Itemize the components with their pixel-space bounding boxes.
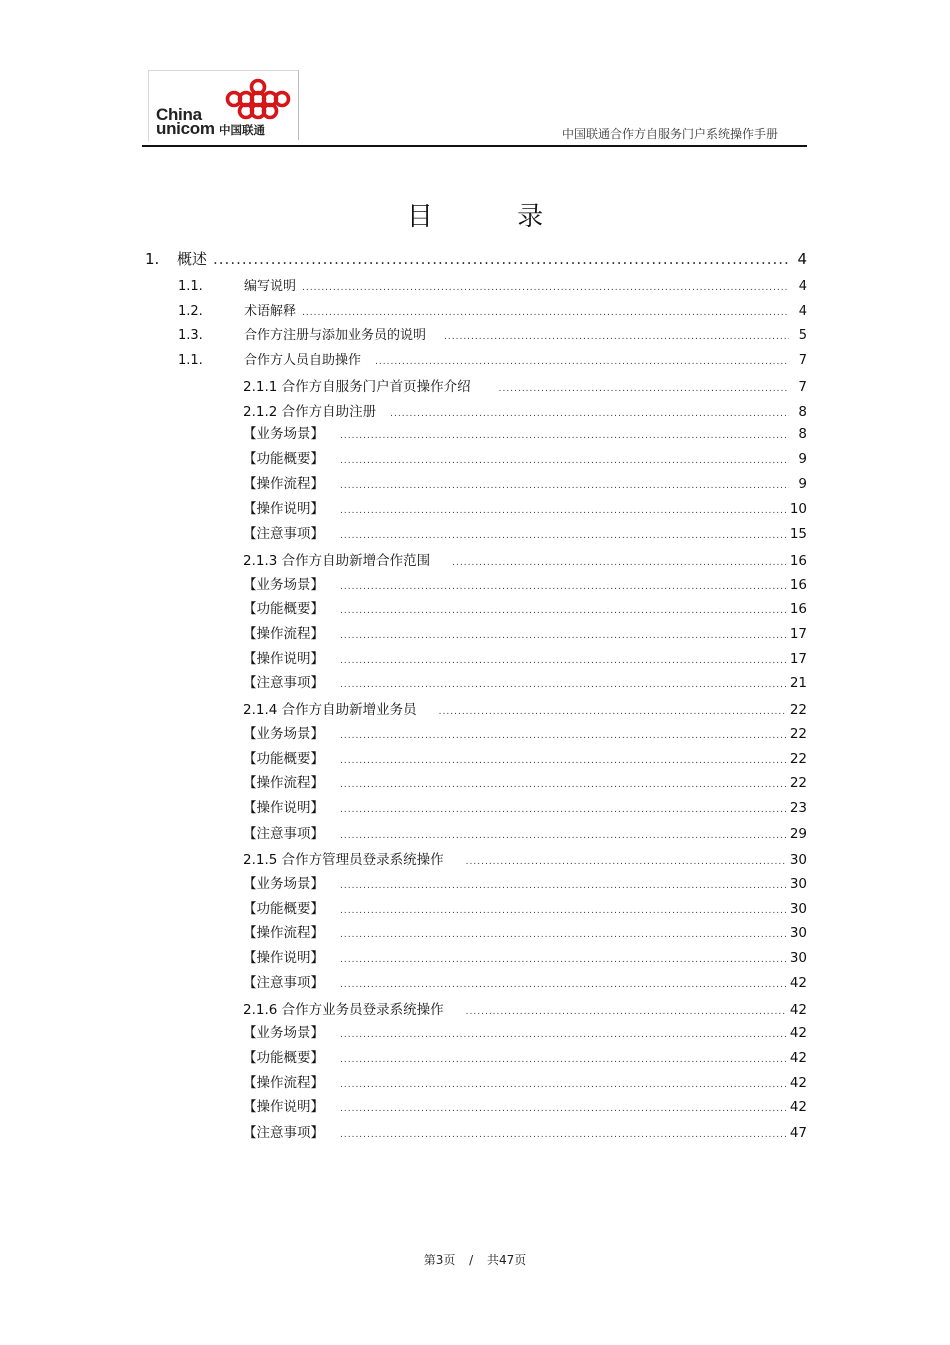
toc-entry-text: 【业务场景】: [243, 876, 324, 892]
toc-entry[interactable]: [243, 522, 807, 542]
toc-entry[interactable]: [243, 1021, 807, 1041]
toc-entry-text: 【操作流程】: [243, 626, 324, 642]
toc-entry-text: 2.1.3 合作方自助新增合作范围: [243, 553, 431, 569]
logo-wordmark: [156, 105, 215, 138]
toc-entry-text: 【操作流程】: [243, 775, 324, 791]
page-footer: [0, 1251, 950, 1268]
toc-entry-text: 【注意事项】: [243, 975, 324, 991]
toc-entry-page: 7: [798, 379, 807, 395]
toc-leader-dots: [340, 1080, 786, 1090]
toc-leader-dots: [340, 531, 786, 541]
toc-entry-page: 30: [789, 925, 807, 941]
toc-entry-text: 【注意事项】: [243, 1125, 324, 1141]
toc-entry[interactable]: [243, 1095, 807, 1115]
toc-entry[interactable]: [243, 921, 807, 941]
toc-entry-page: 23: [789, 800, 807, 816]
toc-entry-page: 8: [798, 404, 807, 420]
toc-entry-page: 21: [789, 675, 807, 691]
toc-leader-dots: [340, 780, 786, 790]
toc-entry[interactable]: [178, 349, 807, 368]
footer-total-pages: 共47页: [487, 1253, 527, 1267]
toc-leader-dots: [302, 308, 789, 318]
toc-entry-text: 【业务场景】: [243, 577, 324, 593]
china-unicom-logo: [148, 70, 300, 142]
toc-entry[interactable]: [243, 671, 807, 691]
footer-separator: /: [469, 1253, 474, 1267]
toc-entry-page: 42: [789, 1002, 807, 1018]
footer-page-number: 第3页: [423, 1253, 456, 1267]
toc-entry[interactable]: [243, 722, 807, 742]
toc-leader-dots: [340, 955, 786, 965]
logo-line-china: China: [156, 105, 202, 124]
toc-leader-dots: [439, 707, 786, 717]
toc-leader-dots: [340, 506, 786, 516]
toc-entry-page: 4: [798, 304, 807, 319]
toc-entry[interactable]: [243, 472, 807, 492]
toc-entry[interactable]: [243, 946, 807, 966]
toc-entry-text: 【功能概要】: [243, 451, 324, 467]
toc-entry[interactable]: [243, 573, 807, 593]
toc-entry-text: 术语解释: [244, 304, 297, 319]
toc-entry-text: 合作方人员自助操作: [244, 353, 362, 368]
toc-leader-dots: [340, 481, 789, 491]
toc-entry[interactable]: [243, 647, 807, 667]
toc-entry-page: 5: [798, 328, 807, 343]
toc-leader-dots: [340, 631, 786, 641]
toc-entry-text: 概述: [177, 250, 208, 268]
toc-entry[interactable]: [243, 872, 807, 892]
document-title: 中国联通合作方自服务门户系统操作手册: [561, 127, 778, 141]
toc-entry-page: 16: [789, 553, 807, 569]
toc-entry[interactable]: [243, 822, 807, 842]
toc-entry[interactable]: [243, 796, 807, 816]
toc-entry-text: 【注意事项】: [243, 675, 324, 691]
toc-entry-number: 1.: [145, 250, 160, 268]
toc-leader-dots: [340, 431, 789, 441]
toc-entry-page: 42: [789, 1075, 807, 1091]
toc-leader-dots: [340, 906, 786, 916]
toc-entry-page: 4: [797, 250, 807, 268]
toc-entry-text: 【注意事项】: [243, 826, 324, 842]
toc-leader-dots: [340, 831, 786, 841]
toc-leader-dots: [340, 456, 789, 466]
toc-leader-dots: [452, 558, 786, 568]
toc-entry[interactable]: [243, 422, 807, 442]
toc-entry-page: 15: [789, 526, 807, 542]
toc-leader-dots: [340, 656, 786, 666]
toc-entry-page: 8: [798, 426, 807, 442]
toc-entry-page: 17: [789, 651, 807, 667]
toc-entry-page: 47: [789, 1125, 807, 1141]
toc-entry[interactable]: [243, 622, 807, 642]
toc-entry-page: 10: [789, 501, 807, 517]
toc-entry[interactable]: [243, 447, 807, 467]
toc-entry-text: 2.1.1 合作方自服务门户首页操作介绍: [243, 379, 471, 395]
toc-entry[interactable]: [243, 1071, 807, 1091]
toc-entry-text: 【功能概要】: [243, 901, 324, 917]
toc-entry-page: 7: [798, 353, 807, 368]
toc-leader-dots: [375, 357, 789, 367]
toc-leader-dots: [340, 1030, 786, 1040]
toc-entry[interactable]: [243, 400, 807, 420]
toc-leader-dots: [340, 881, 786, 891]
toc-leader-dots: [340, 980, 786, 990]
toc-leader-dots: [340, 1130, 786, 1140]
toc-entry[interactable]: [178, 300, 807, 319]
toc-leader-dots: [466, 857, 786, 867]
toc-entry-page: 22: [789, 775, 807, 791]
toc-entry-number: 1.1.: [178, 353, 203, 368]
toc-entry-page: 22: [789, 702, 807, 718]
logo-line-unicom: unicom: [156, 119, 215, 138]
toc-entry-text: 【功能概要】: [243, 751, 324, 767]
toc-entry-page: 30: [789, 950, 807, 966]
logo-separator: [298, 70, 299, 140]
toc-leader-dots: [499, 384, 789, 394]
toc-leader-dots: [340, 606, 786, 616]
toc-entry[interactable]: [145, 248, 807, 269]
toc-entry-page: 42: [789, 975, 807, 991]
toc-entry-page: 30: [789, 901, 807, 917]
toc-entry[interactable]: [243, 1121, 807, 1141]
logo-chinese-name: 中国联通: [219, 123, 265, 137]
toc-entry-page: 9: [798, 451, 807, 467]
toc-leader-dots: [390, 409, 789, 419]
toc-leader-dots: [302, 283, 789, 293]
toc-entry-text: 编写说明: [244, 279, 297, 294]
toc-leader-dots: [340, 731, 786, 741]
toc-entry-page: 9: [798, 476, 807, 492]
toc-entry-text: 【操作说明】: [243, 651, 324, 667]
toc-entry-text: 【操作流程】: [243, 476, 324, 492]
toc-entry-text: 【功能概要】: [243, 1050, 324, 1066]
toc-entry[interactable]: [178, 324, 807, 343]
toc-entry-page: 42: [789, 1050, 807, 1066]
toc-entry[interactable]: [243, 747, 807, 767]
toc-entry-number: 1.1.: [178, 279, 203, 294]
toc-entry-text: 【操作说明】: [243, 501, 324, 517]
toc-entry-text: 2.1.2 合作方自助注册: [243, 404, 377, 420]
toc-entry-page: 29: [789, 826, 807, 842]
toc-entry-page: 42: [789, 1025, 807, 1041]
toc-entry-text: 2.1.5 合作方管理员登录系统操作: [243, 852, 444, 868]
toc-entry-text: 【操作说明】: [243, 800, 324, 816]
toc-leader-dots: [466, 1007, 786, 1017]
toc-leader-dots: [444, 332, 789, 342]
toc-entry-text: 【业务场景】: [243, 726, 324, 742]
toc-leader-dots: [340, 680, 786, 690]
toc-leader-dots: [340, 756, 786, 766]
toc-entry[interactable]: [243, 971, 807, 991]
toc-entry[interactable]: [243, 375, 807, 395]
toc-entry-text: 【业务场景】: [243, 426, 324, 442]
toc-entry-page: 17: [789, 626, 807, 642]
toc-entry-number: 1.2.: [178, 304, 203, 319]
toc-entry-text: 2.1.4 合作方自助新增业务员: [243, 702, 417, 718]
toc-entry[interactable]: [243, 698, 807, 718]
toc-leader-dots: [213, 250, 789, 268]
toc-entry[interactable]: [243, 1046, 807, 1066]
toc-entry[interactable]: [243, 848, 807, 868]
toc-entry-text: 【操作说明】: [243, 1099, 324, 1115]
toc-entry[interactable]: [243, 771, 807, 791]
toc-entry-text: 【操作流程】: [243, 925, 324, 941]
toc-entry-page: 30: [789, 852, 807, 868]
toc-entry-page: 30: [789, 876, 807, 892]
toc-leader-dots: [340, 582, 786, 592]
toc-entry[interactable]: [243, 897, 807, 917]
toc-entry-text: 【业务场景】: [243, 1025, 324, 1041]
toc-entry[interactable]: [178, 275, 807, 294]
toc-entry-page: 16: [789, 601, 807, 617]
toc-entry[interactable]: [243, 497, 807, 517]
toc-entry-page: 22: [789, 751, 807, 767]
toc-leader-dots: [340, 1055, 786, 1065]
toc-leader-dots: [340, 930, 786, 940]
toc-leader-dots: [340, 805, 786, 815]
toc-entry-text: 【操作流程】: [243, 1075, 324, 1091]
toc-entry-number: 1.3.: [178, 328, 203, 343]
toc-entry-text: 【操作说明】: [243, 950, 324, 966]
toc-entry-text: 2.1.6 合作方业务员登录系统操作: [243, 1002, 444, 1018]
toc-entry-page: 16: [789, 577, 807, 593]
toc-entry-text: 【注意事项】: [243, 526, 324, 542]
toc-leader-dots: [340, 1104, 786, 1114]
toc-title: 目 录: [406, 202, 582, 232]
toc-entry[interactable]: [243, 998, 807, 1018]
toc-entry-page: 42: [789, 1099, 807, 1115]
toc-entry-page: 22: [789, 726, 807, 742]
header-rule: [142, 145, 807, 147]
toc-entry[interactable]: [243, 549, 807, 569]
toc-entry[interactable]: [243, 597, 807, 617]
toc-entry-page: 4: [798, 279, 807, 294]
toc-entry-text: 合作方注册与添加业务员的说明: [244, 328, 427, 343]
toc-entry-text: 【功能概要】: [243, 601, 324, 617]
